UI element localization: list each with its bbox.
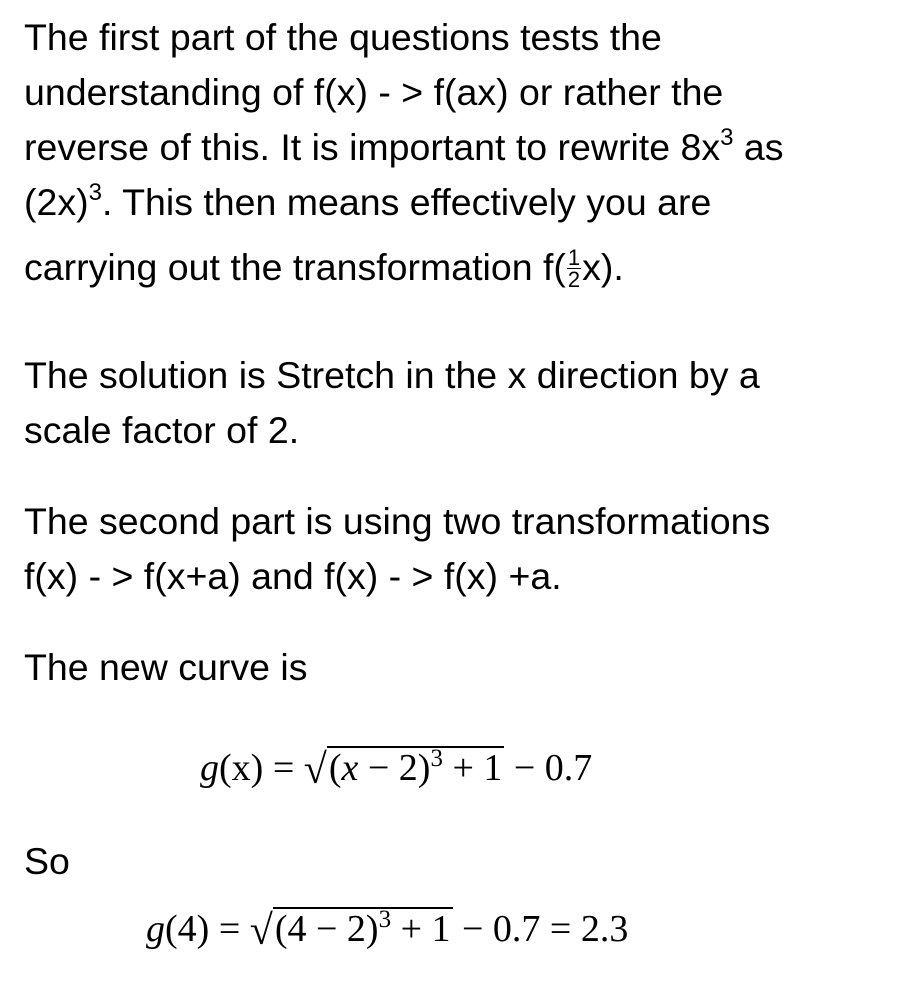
intro-line-4: $(2x)^3$. This then means effectively you are <box>24 179 712 223</box>
equation-g-of-4: $g(4) = √(4 - 2)^3 + 1 - 0.7 = 2.3$ <box>146 903 628 954</box>
square-root: $√(4 - 2)^3 + 1$ <box>249 906 451 954</box>
solution-line-2: scale factor of 2. <box>24 409 300 451</box>
paragraph-solution <box>24 348 904 458</box>
intro-line-2: understanding of f(x) - > f(ax) or rather the <box>24 71 724 113</box>
paragraph-so <box>24 834 904 889</box>
paragraph-second-part <box>24 494 904 604</box>
so-line: So <box>24 840 70 882</box>
fraction-one-half: $\frac{1}{2}$ <box>567 244 581 292</box>
second-part-line-1: The second part is using two transformations <box>24 500 771 542</box>
paragraph-new-curve <box>24 640 904 695</box>
equation-g-of-x: $g(x) = √(x - 2)^3 + 1 - 0.7$ <box>200 742 592 793</box>
new-curve-line: The new curve is <box>24 646 308 688</box>
intro-line-5: carrying out the transformation f( $\frac{1}{2}$ x). <box>24 244 624 292</box>
square-root: $√(x - 2)^3 + 1$ <box>303 745 503 793</box>
solution-line-1: The solution is Stretch in the x direction by a <box>24 354 760 396</box>
paragraph-intro <box>24 10 904 295</box>
intro-line-1: The first part of the questions tests the <box>24 16 662 58</box>
second-part-line-2: f(x) - > f(x+a) and f(x) - > f(x) +a. <box>24 555 562 597</box>
intro-line-3: reverse of this. It is important to rewrite $8x^3$ as <box>24 124 784 168</box>
